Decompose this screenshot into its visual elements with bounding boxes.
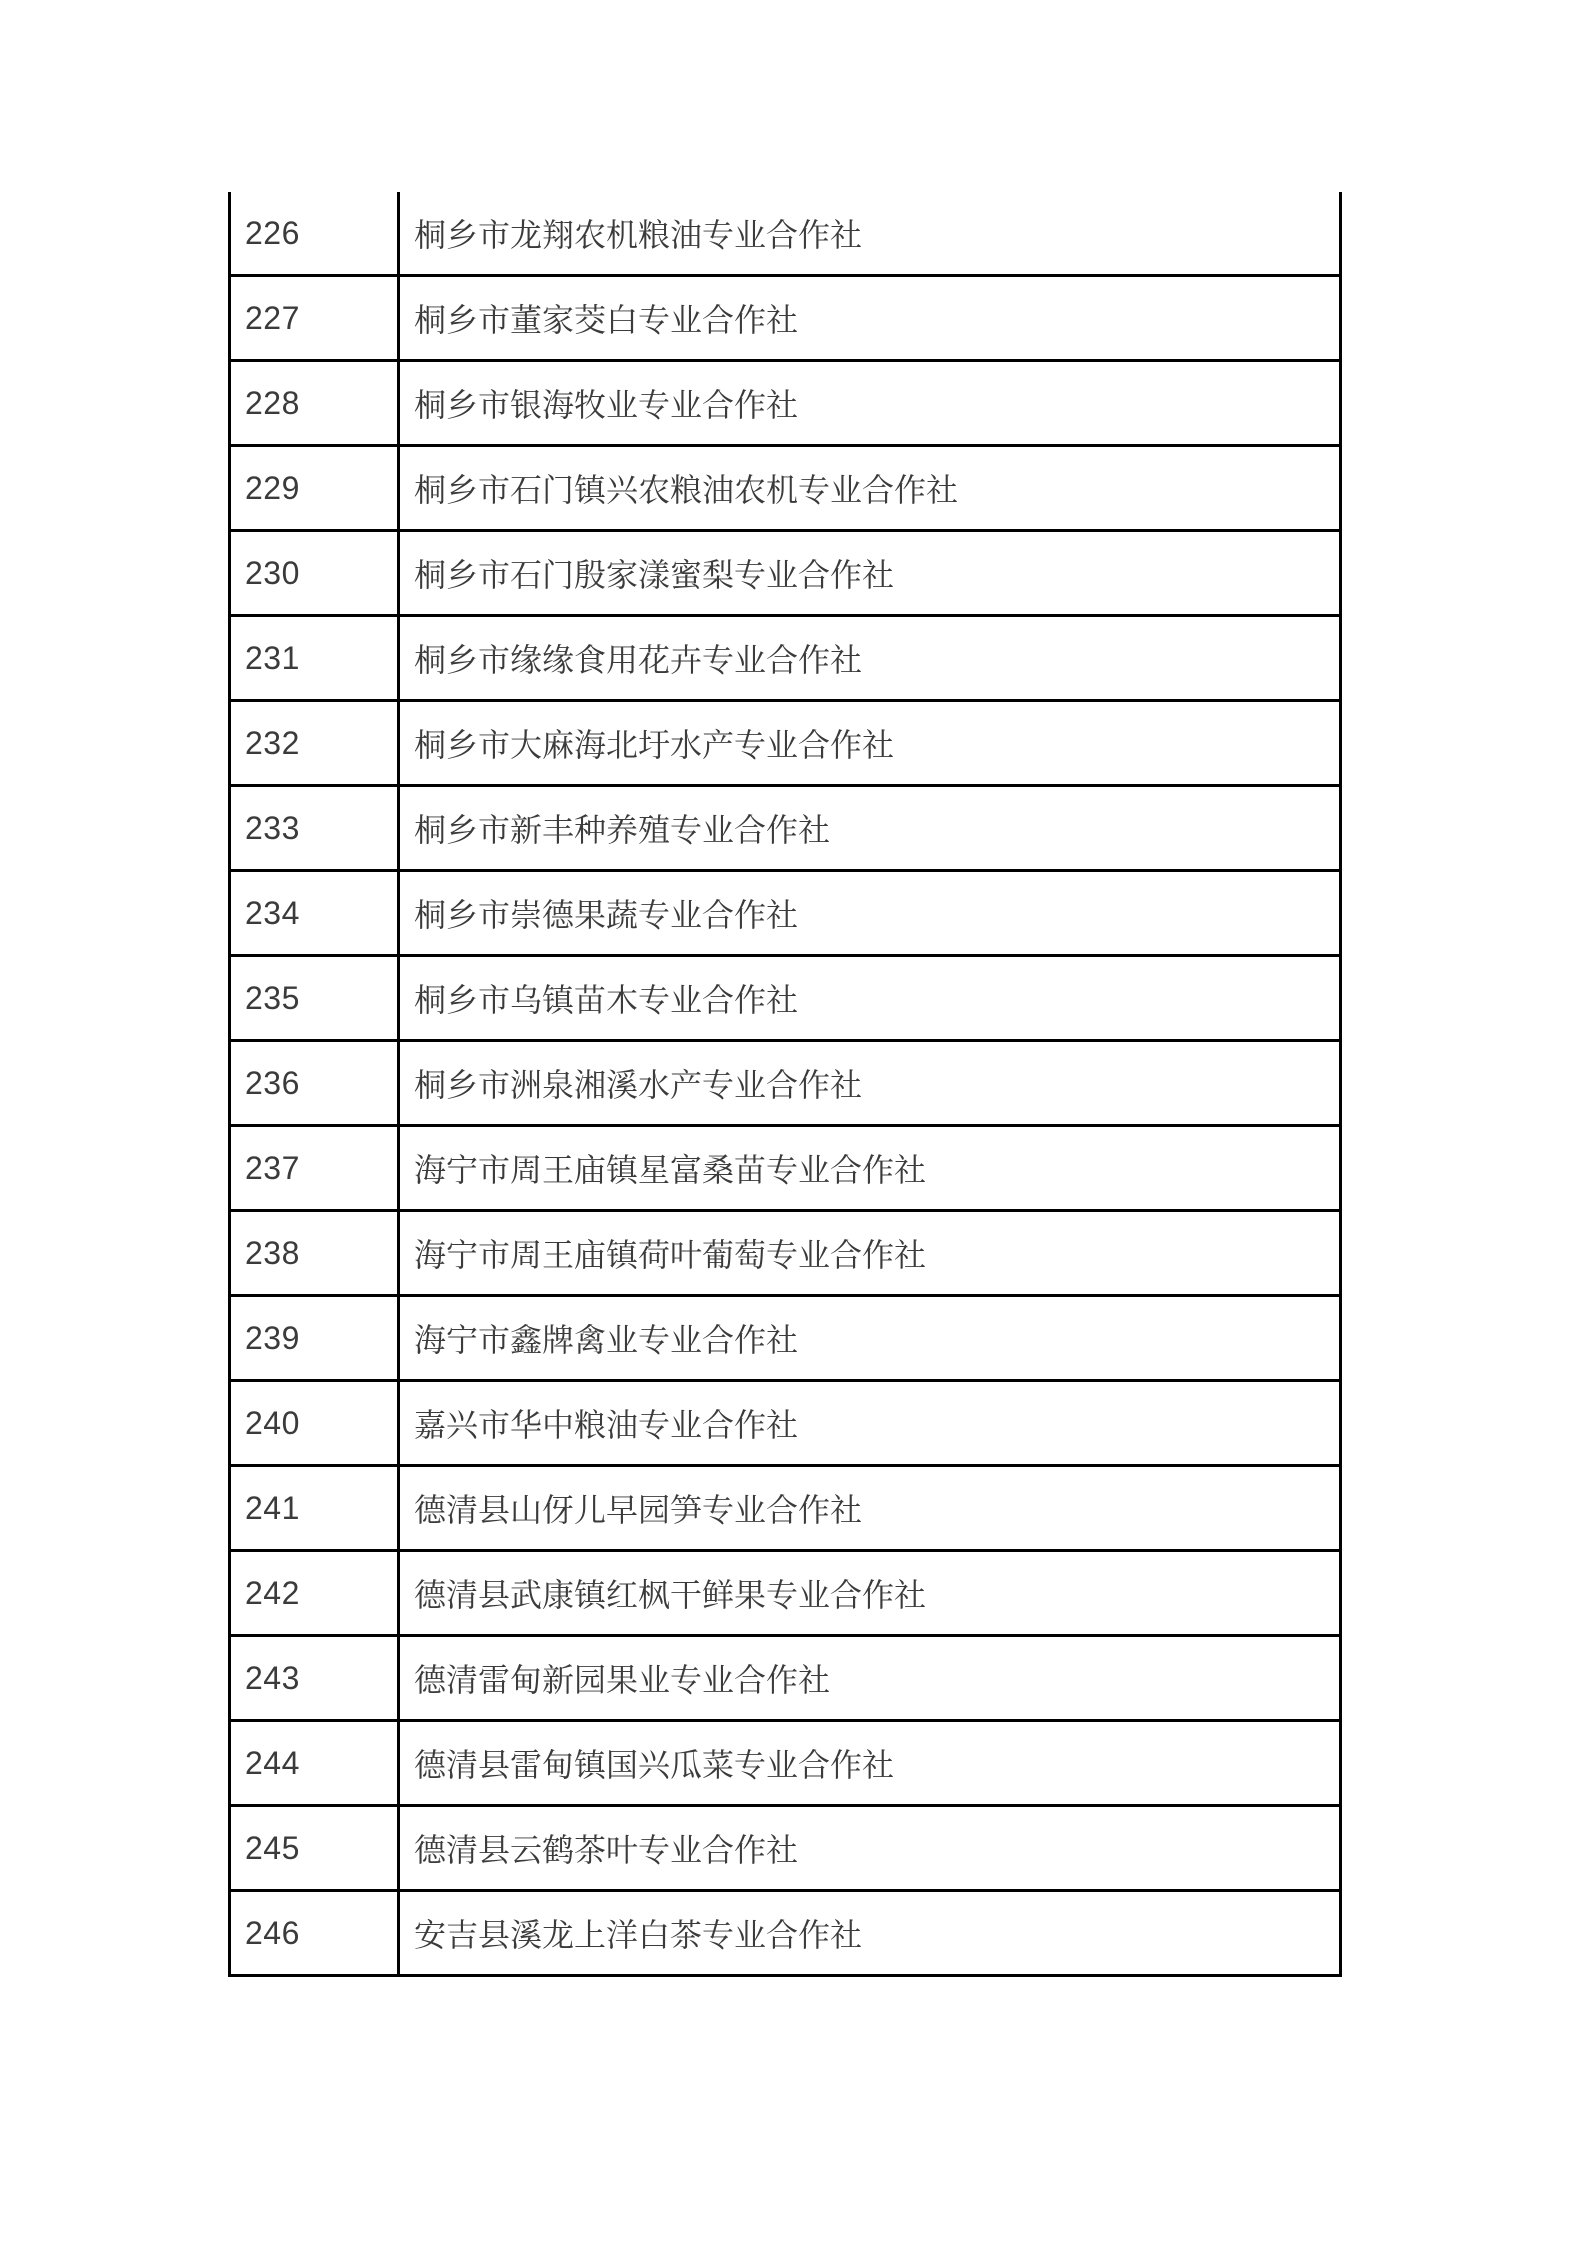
row-name-cell: 桐乡市龙翔农机粮油专业合作社 <box>414 217 863 253</box>
row-name-cell: 海宁市周王庙镇星富桑苗专业合作社 <box>414 1152 927 1188</box>
row-number-cell: 243 <box>231 1637 400 1719</box>
table-row <box>231 277 1339 362</box>
table-row <box>231 1637 1339 1722</box>
cooperative-table <box>228 192 1342 1977</box>
row-name-cell: 桐乡市洲泉湘溪水产专业合作社 <box>414 1067 863 1103</box>
table-row <box>231 192 1339 277</box>
row-number-cell: 244 <box>231 1722 400 1804</box>
row-name-cell: 海宁市鑫牌禽业专业合作社 <box>414 1322 799 1358</box>
row-number-cell: 238 <box>231 1212 400 1294</box>
row-number-cell: 236 <box>231 1042 400 1124</box>
row-name-cell: 桐乡市新丰种养殖专业合作社 <box>414 812 831 848</box>
table-row <box>231 1722 1339 1807</box>
table-row <box>231 362 1339 447</box>
row-name-cell: 德清县山伢儿早园笋专业合作社 <box>414 1492 863 1528</box>
row-number-cell: 232 <box>231 702 400 784</box>
table-row <box>231 1467 1339 1552</box>
row-name-cell: 桐乡市石门镇兴农粮油农机专业合作社 <box>414 472 959 508</box>
row-name-cell: 桐乡市大麻海北圩水产专业合作社 <box>414 727 895 763</box>
row-name-cell: 桐乡市崇德果蔬专业合作社 <box>414 897 799 933</box>
row-name-cell: 德清县武康镇红枫干鲜果专业合作社 <box>414 1577 927 1613</box>
row-name-cell: 嘉兴市华中粮油专业合作社 <box>414 1407 799 1443</box>
row-number-cell: 229 <box>231 447 400 529</box>
table-row <box>231 872 1339 957</box>
table-row <box>231 1552 1339 1637</box>
row-number-cell: 237 <box>231 1127 400 1209</box>
row-name-cell: 桐乡市缘缘食用花卉专业合作社 <box>414 642 863 678</box>
table-row <box>231 1297 1339 1382</box>
table-row <box>231 1127 1339 1212</box>
row-number-cell: 230 <box>231 532 400 614</box>
table-row <box>231 702 1339 787</box>
row-number-cell: 240 <box>231 1382 400 1464</box>
row-name-cell: 德清雷甸新园果业专业合作社 <box>414 1662 831 1698</box>
row-name-cell: 桐乡市董家茭白专业合作社 <box>414 302 799 338</box>
row-number-cell: 246 <box>231 1892 400 1974</box>
row-number-cell: 228 <box>231 362 400 444</box>
row-number-cell: 233 <box>231 787 400 869</box>
row-name-cell: 桐乡市银海牧业专业合作社 <box>414 387 799 423</box>
table-row <box>231 447 1339 532</box>
table-row <box>231 787 1339 872</box>
row-number-cell: 242 <box>231 1552 400 1634</box>
row-name-cell: 德清县雷甸镇国兴瓜菜专业合作社 <box>414 1747 895 1783</box>
row-number-cell: 227 <box>231 277 400 359</box>
table-row <box>231 1382 1339 1467</box>
row-number-cell: 245 <box>231 1807 400 1889</box>
table-row <box>231 1212 1339 1297</box>
table-row <box>231 617 1339 702</box>
row-number-cell: 231 <box>231 617 400 699</box>
row-number-cell: 226 <box>231 192 400 274</box>
row-name-cell: 德清县云鹤茶叶专业合作社 <box>414 1832 799 1868</box>
row-number-cell: 234 <box>231 872 400 954</box>
table-row <box>231 957 1339 1042</box>
table-row <box>231 1042 1339 1127</box>
row-number-cell: 235 <box>231 957 400 1039</box>
row-name-cell: 桐乡市乌镇苗木专业合作社 <box>414 982 799 1018</box>
row-name-cell: 安吉县溪龙上洋白茶专业合作社 <box>414 1917 863 1953</box>
row-number-cell: 239 <box>231 1297 400 1379</box>
row-number-cell: 241 <box>231 1467 400 1549</box>
row-name-cell: 海宁市周王庙镇荷叶葡萄专业合作社 <box>414 1237 927 1273</box>
table-row <box>231 1807 1339 1892</box>
row-name-cell: 桐乡市石门殷家漾蜜梨专业合作社 <box>414 557 895 593</box>
table-row <box>231 1892 1339 1977</box>
table-row <box>231 532 1339 617</box>
